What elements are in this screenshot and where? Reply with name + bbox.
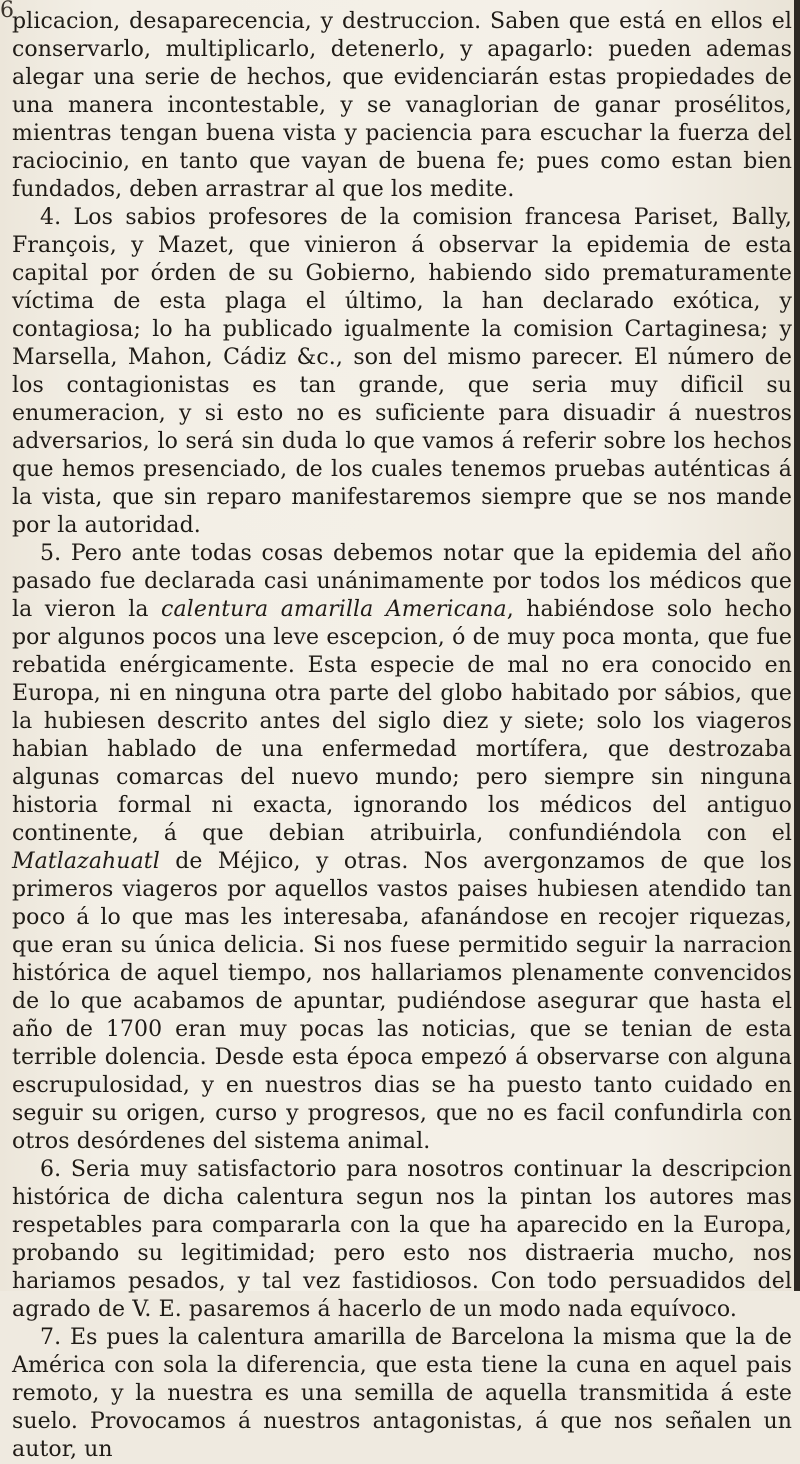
paragraph-5-part-3: de Méjico, y otras. Nos avergonzamos de que los primeros viageros por aquellos vastos paises hubiesen atendido tan poco á lo que mas les interesaba, afanándose en recojer riquezas, que eran su única delicia. Si nos fuese permitido seguir la narracion histórica de aquel tiempo, nos hallariamos plenamente convencidos de lo que acabamos de apuntar, pudiéndose asegurar que hasta el año de 1700 eran muy pocas las noticias, que se tenian de esta terrible dolencia. Desde esta época empezó á observarse con alguna escrupulosidad, y en nuestros dias se ha puesto tanto cuidado en seguir su origen, curso y progresos, que no es facil confundirla con otros desórdenes del sistema animal.: [12, 849, 792, 1154]
page-edge-shadow: [794, 0, 800, 1291]
page-number: 6: [0, 0, 14, 23]
paragraph-5-italic-term-2: Matlazahuatl: [12, 849, 160, 874]
paragraph-7: 7. Es pues la calentura amarilla de Barcelona la misma que la de América con sola la diferencia, que esta tiene la cuna en aquel pais remoto, y la nuestra es una semilla de aquella transmitida á este suelo. Provocamos á nuestros antagonistas, á que nos señalen un autor, un: [12, 1325, 792, 1462]
paragraph-4: 4. Los sabios profesores de la comision francesa Pariset, Bally, François, y Mazet, que vinieron á observar la epidemia de esta capital por órden de su Gobierno, habiendo sido prematuramente víctima de esta plaga el último, la han declarado exótica, y contagiosa; lo ha publicado igualmente la comision Cartaginesa; y Marsella, Mahon, Cádiz &c., son del mismo parecer. El número de los contagionistas es tan grande, que seria muy dificil su enumeracion, y si esto no es suficiente para disuadir á nuestros adversarios, lo será sin duda lo que vamos á referir sobre los hechos que hemos presenciado, de los cuales tenemos pruebas auténticas á la vista, que sin reparo manifestaremos siempre que se nos mande por la autoridad.: [12, 205, 792, 538]
paragraph-6: 6. Seria muy satisfactorio para nosotros continuar la descripcion histórica de dicha calentura segun nos la pintan los autores mas respetables para compararla con la que ha aparecido en la Europa, probando su legitimidad; pero esto nos distraeria mucho, nos hariamos pesados, y tal vez fastidiosos. Con todo persuadidos del agrado de V. E. pasaremos á hacerlo de un modo nada equívoco.: [12, 1157, 792, 1322]
paragraph-5-part-1: 5. Pero ante todas cosas debemos notar que la epidemia del año pasado fue declarada casi unánimamente por todos los médicos que la vieron la: [12, 541, 792, 622]
paragraph-5-part-2: , habiéndose solo hecho por algunos pocos una leve escepcion, ó de muy poca monta, que fue rebatida enérgicamente. Esta especie de mal no era conocido en Europa, ni en ninguna otra parte del globo habitado por sábios, que la hubiesen descrito antes del siglo diez y siete; solo los viageros habian hablado de una enfermedad mortífera, que destrozaba algunas comarcas del nuevo mundo; pero siempre sin ninguna historia formal ni exacta, ignorando los médicos del antiguo continente, á que debian atribuirla, confundiéndola con el: [12, 597, 792, 846]
paragraph-5-italic-term: calentura amarilla Americana: [161, 597, 507, 622]
paragraph-continuation: plicacion, desaparecencia, y destruccion. Saben que está en ellos el conservarlo, multiplicarlo, detenerlo, y apagarlo: pueden ademas alegar una serie de hechos, que evidenciarán estas propiedades de una manera incontestable, y se vanaglorian de ganar prosélitos, mientras tengan buena vista y paciencia para escuchar la fuerza del raciocinio, en tanto que vayan de buena fe; pues como estan bien fundados, deben arrastrar al que los medite.: [12, 9, 792, 202]
paragraph-5: [12, 540, 792, 1156]
page-body: [12, 8, 792, 1464]
